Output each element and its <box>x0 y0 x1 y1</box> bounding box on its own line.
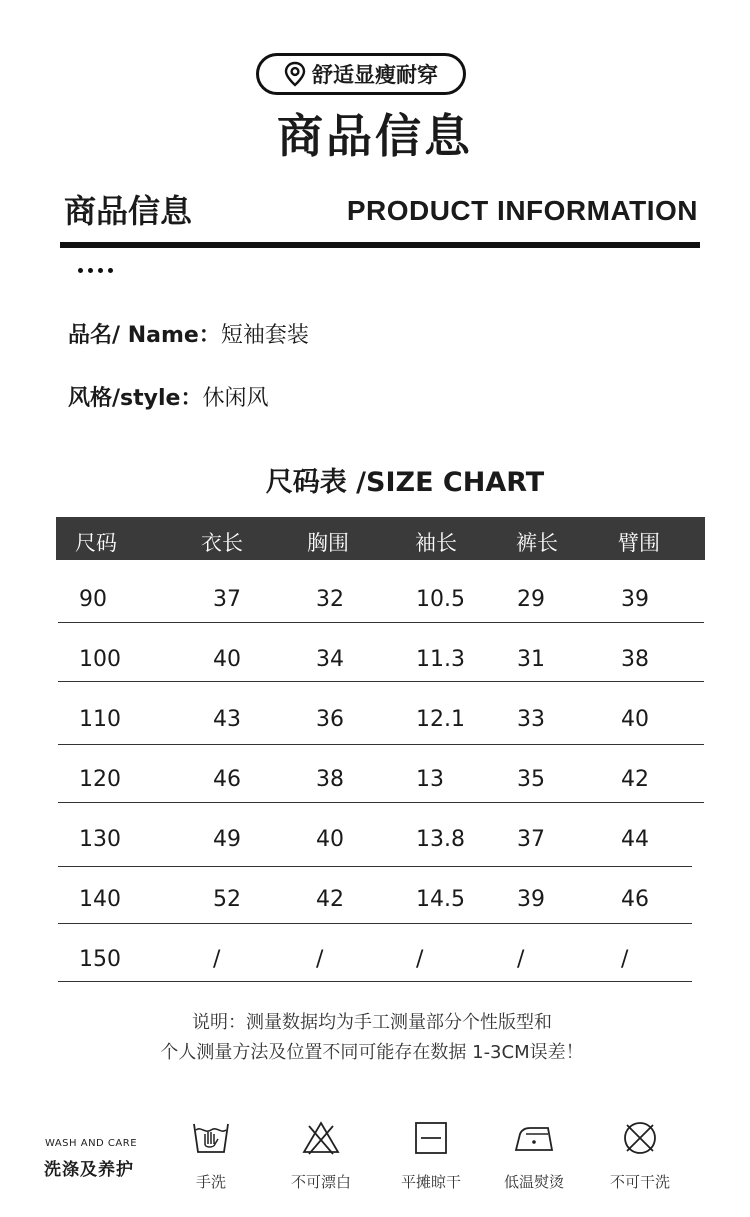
table-cell: / <box>213 947 221 972</box>
table-cell: 13 <box>416 767 444 792</box>
table-cell: 49 <box>213 827 241 852</box>
hero-title: 商品信息 <box>277 109 473 163</box>
no-bleach-icon <box>301 1118 341 1158</box>
table-cell: 32 <box>316 587 344 612</box>
table-cell: 120 <box>79 767 121 792</box>
info-name-row <box>68 318 309 349</box>
care-item-hand-wash <box>171 1118 251 1192</box>
table-cell: 11.3 <box>416 647 465 672</box>
row-divider <box>58 923 692 924</box>
hand-wash-icon <box>191 1118 231 1158</box>
table-cell: / <box>316 947 324 972</box>
table-cell: 42 <box>316 887 344 912</box>
care-item-no-bleach <box>281 1118 361 1192</box>
dots-decoration <box>78 268 113 273</box>
table-row <box>0 873 750 933</box>
table-cell: 31 <box>517 647 545 672</box>
row-divider <box>58 802 704 803</box>
table-cell: 46 <box>213 767 241 792</box>
header-cell-chest: 胸围 <box>307 531 349 555</box>
table-cell: 10.5 <box>416 587 465 612</box>
feature-badge <box>256 53 466 95</box>
header-cell-arm: 臂围 <box>618 531 660 555</box>
care-label: 不可干洗 <box>609 1173 670 1191</box>
care-item-dry-flat <box>391 1118 471 1192</box>
table-cell: 13.8 <box>416 827 465 852</box>
care-item-low-iron <box>494 1118 574 1192</box>
info-name-value: 短袖套装 <box>220 323 309 348</box>
table-cell: 40 <box>621 707 649 732</box>
table-cell: 150 <box>79 947 121 972</box>
info-name-label: 品名/ Name： <box>68 323 221 348</box>
table-row <box>0 933 750 993</box>
care-label: 不可漂白 <box>290 1173 351 1191</box>
care-title-cn: 洗涤及养护 <box>44 1160 134 1180</box>
header-cell-sleeve: 袖长 <box>415 531 457 555</box>
table-cell: 39 <box>621 587 649 612</box>
measurement-note-line2: 个人测量方法及位置不同可能存在数据 1-3CM误差！ <box>160 1042 584 1063</box>
table-cell: 33 <box>517 707 545 732</box>
header-cell-pants: 裤长 <box>516 531 558 555</box>
care-title-en: WASH AND CARE <box>45 1138 138 1149</box>
table-cell: 12.1 <box>416 707 465 732</box>
row-divider <box>58 866 692 867</box>
table-cell: 37 <box>213 587 241 612</box>
table-row <box>0 813 750 873</box>
care-item-no-dry-clean <box>600 1118 680 1192</box>
location-pin-icon <box>284 61 306 87</box>
table-cell: 40 <box>316 827 344 852</box>
table-cell: 46 <box>621 887 649 912</box>
table-row <box>0 573 750 633</box>
care-label: 低温熨烫 <box>503 1173 564 1191</box>
table-cell: 39 <box>517 887 545 912</box>
table-cell: 40 <box>213 647 241 672</box>
table-cell: / <box>621 947 629 972</box>
table-cell: 38 <box>316 767 344 792</box>
measurement-note-line1: 说明：测量数据均为手工测量部分个性版型和 <box>192 1012 552 1033</box>
badge-text: 舒适显瘦耐穿 <box>312 63 438 87</box>
table-row <box>0 633 750 693</box>
care-label: 手洗 <box>195 1173 226 1191</box>
table-cell: 35 <box>517 767 545 792</box>
size-table-header <box>56 517 705 560</box>
table-cell: 140 <box>79 887 121 912</box>
table-cell: 42 <box>621 767 649 792</box>
header-cell-size: 尺码 <box>75 531 117 555</box>
table-cell: 90 <box>79 587 107 612</box>
table-cell: 14.5 <box>416 887 465 912</box>
table-cell: 38 <box>621 647 649 672</box>
table-cell: 34 <box>316 647 344 672</box>
table-cell: 37 <box>517 827 545 852</box>
info-style-value: 休闲风 <box>202 386 269 411</box>
dry-flat-icon <box>411 1118 451 1158</box>
section-title-en: PRODUCT INFORMATION <box>346 195 698 226</box>
low-iron-icon <box>514 1118 554 1158</box>
table-cell: 110 <box>79 707 121 732</box>
table-cell: 130 <box>79 827 121 852</box>
table-cell: / <box>517 947 525 972</box>
care-label: 平摊晾干 <box>400 1173 461 1191</box>
no-dry-clean-icon <box>620 1118 660 1158</box>
row-divider <box>58 744 704 745</box>
section-divider <box>60 242 700 248</box>
info-style-row <box>68 381 268 412</box>
header-cell-length: 衣长 <box>201 531 243 555</box>
table-cell: 43 <box>213 707 241 732</box>
table-cell: 29 <box>517 587 545 612</box>
table-cell: 100 <box>79 647 121 672</box>
table-cell: 36 <box>316 707 344 732</box>
table-cell: 52 <box>213 887 241 912</box>
section-title-cn: 商品信息 <box>64 192 193 230</box>
row-divider <box>58 981 692 982</box>
row-divider <box>58 622 704 623</box>
table-cell: 44 <box>621 827 649 852</box>
table-cell: / <box>416 947 424 972</box>
row-divider <box>58 681 704 682</box>
size-chart-title: 尺码表 /SIZE CHART <box>265 467 545 498</box>
info-style-label: 风格/style： <box>68 386 203 411</box>
table-row <box>0 753 750 813</box>
